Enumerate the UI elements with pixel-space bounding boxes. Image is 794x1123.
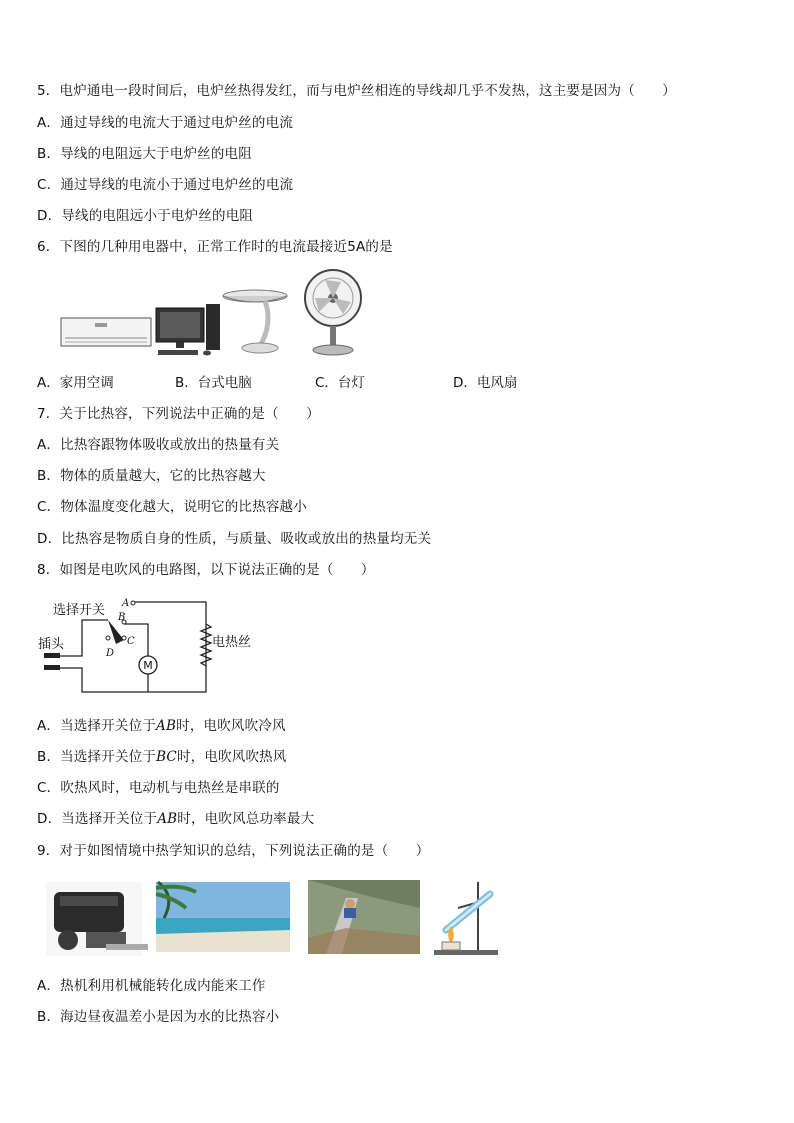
- q5-stem: 5．电炉通电一段时间后，电炉丝热得发红，而与电炉丝相连的导线却几乎不发热，这主要是因为（ ）: [37, 83, 676, 99]
- q7-stem: 7．关于比热容，下列说法中正确的是（ ）: [37, 406, 320, 422]
- contact-c-label: C: [127, 636, 135, 647]
- q8-option-d-key: AB: [157, 811, 178, 827]
- q5-option-d[interactable]: D．导线的电阻远小于电炉丝的电阻: [37, 208, 254, 224]
- contact-b-label: B: [118, 612, 126, 623]
- motor-label: M: [143, 659, 153, 672]
- plug-label: 插头: [38, 637, 65, 652]
- plug-icon: [44, 653, 60, 670]
- q8-option-d-post: 时，电吹风总功率最大: [177, 811, 315, 827]
- q8-option-b[interactable]: [37, 748, 287, 766]
- q8-option-a-key: AB: [156, 718, 177, 734]
- q6-appliances-figure: [55, 268, 365, 358]
- q8-option-c-pre: C．吹热风时，电动机与电热丝是串联的: [37, 780, 280, 796]
- q9-option-a[interactable]: A．热机利用机械能转化成内能来工作: [37, 978, 266, 994]
- q6-option-a[interactable]: A．家用空调: [37, 375, 114, 391]
- slide-image: [308, 880, 420, 954]
- q8-option-b-key: BC: [156, 749, 177, 765]
- q7-option-a[interactable]: A．比热容跟物体吸收或放出的热量有关: [37, 437, 280, 453]
- heater-label: 电热丝: [212, 635, 252, 650]
- switch-label: 选择开关: [53, 603, 106, 618]
- q8-option-a-post: 时，电吹风吹冷风: [176, 718, 286, 734]
- q8-option-d-pre: D．当选择开关位于: [37, 811, 158, 827]
- q8-option-b-post: 时，电吹风吹热风: [176, 749, 287, 765]
- q9-option-b[interactable]: B．海边昼夜温差小是因为水的比热容小: [37, 1009, 280, 1025]
- q7-option-b[interactable]: B．物体的质量越大，它的比热容越大: [37, 468, 266, 484]
- q5-option-c[interactable]: C．通过导线的电流小于通过电炉丝的电流: [37, 177, 294, 193]
- q5-option-b[interactable]: B．导线的电阻远大于电炉丝的电阻: [37, 146, 252, 162]
- q7-option-d[interactable]: D．比热容是物质自身的性质，与质量、吸收或放出的热量均无关: [37, 531, 432, 547]
- q6-options: [0, 374, 794, 392]
- q6-option-c[interactable]: C．台灯: [315, 375, 365, 391]
- q8-option-a-pre: A．当选择开关位于: [37, 718, 157, 734]
- contact-d-label: D: [106, 648, 115, 659]
- q8-option-a[interactable]: [37, 717, 286, 735]
- hair-dryer-circuit-diagram: [36, 596, 266, 700]
- q6-option-d[interactable]: D．电风扇: [453, 375, 518, 391]
- q7-option-c[interactable]: C．物体温度变化越大，说明它的比热容越小: [37, 499, 307, 515]
- q9-stem: 9．对于如图情境中热学知识的总结，下列说法正确的是（ ）: [37, 843, 430, 859]
- desk-lamp-image: [223, 290, 287, 353]
- q6-stem: 6．下图的几种用电器中，正常工作时的电流最接近5A的是: [37, 239, 393, 255]
- q8-option-c[interactable]: [37, 779, 280, 797]
- beach-image: [156, 882, 290, 952]
- q8-option-b-pre: B．当选择开关位于: [37, 749, 157, 765]
- q6-option-b[interactable]: B．台式电脑: [175, 375, 252, 391]
- air-conditioner-image: [61, 318, 151, 346]
- test-tube-heating-image: [430, 878, 522, 958]
- q8-option-d[interactable]: [37, 810, 314, 828]
- contact-a-label: A: [122, 598, 130, 609]
- q9-scenes-figure: [46, 878, 526, 960]
- q8-stem: 8．如图是电吹风的电路图，以下说法正确的是（ ）: [37, 562, 375, 578]
- desktop-computer-image: [156, 304, 220, 356]
- electric-fan-image: [305, 270, 361, 355]
- q5-option-a[interactable]: A．通过导线的电流大于通过电炉丝的电流: [37, 115, 294, 131]
- engine-image: [46, 882, 148, 956]
- motor-icon: [139, 656, 157, 674]
